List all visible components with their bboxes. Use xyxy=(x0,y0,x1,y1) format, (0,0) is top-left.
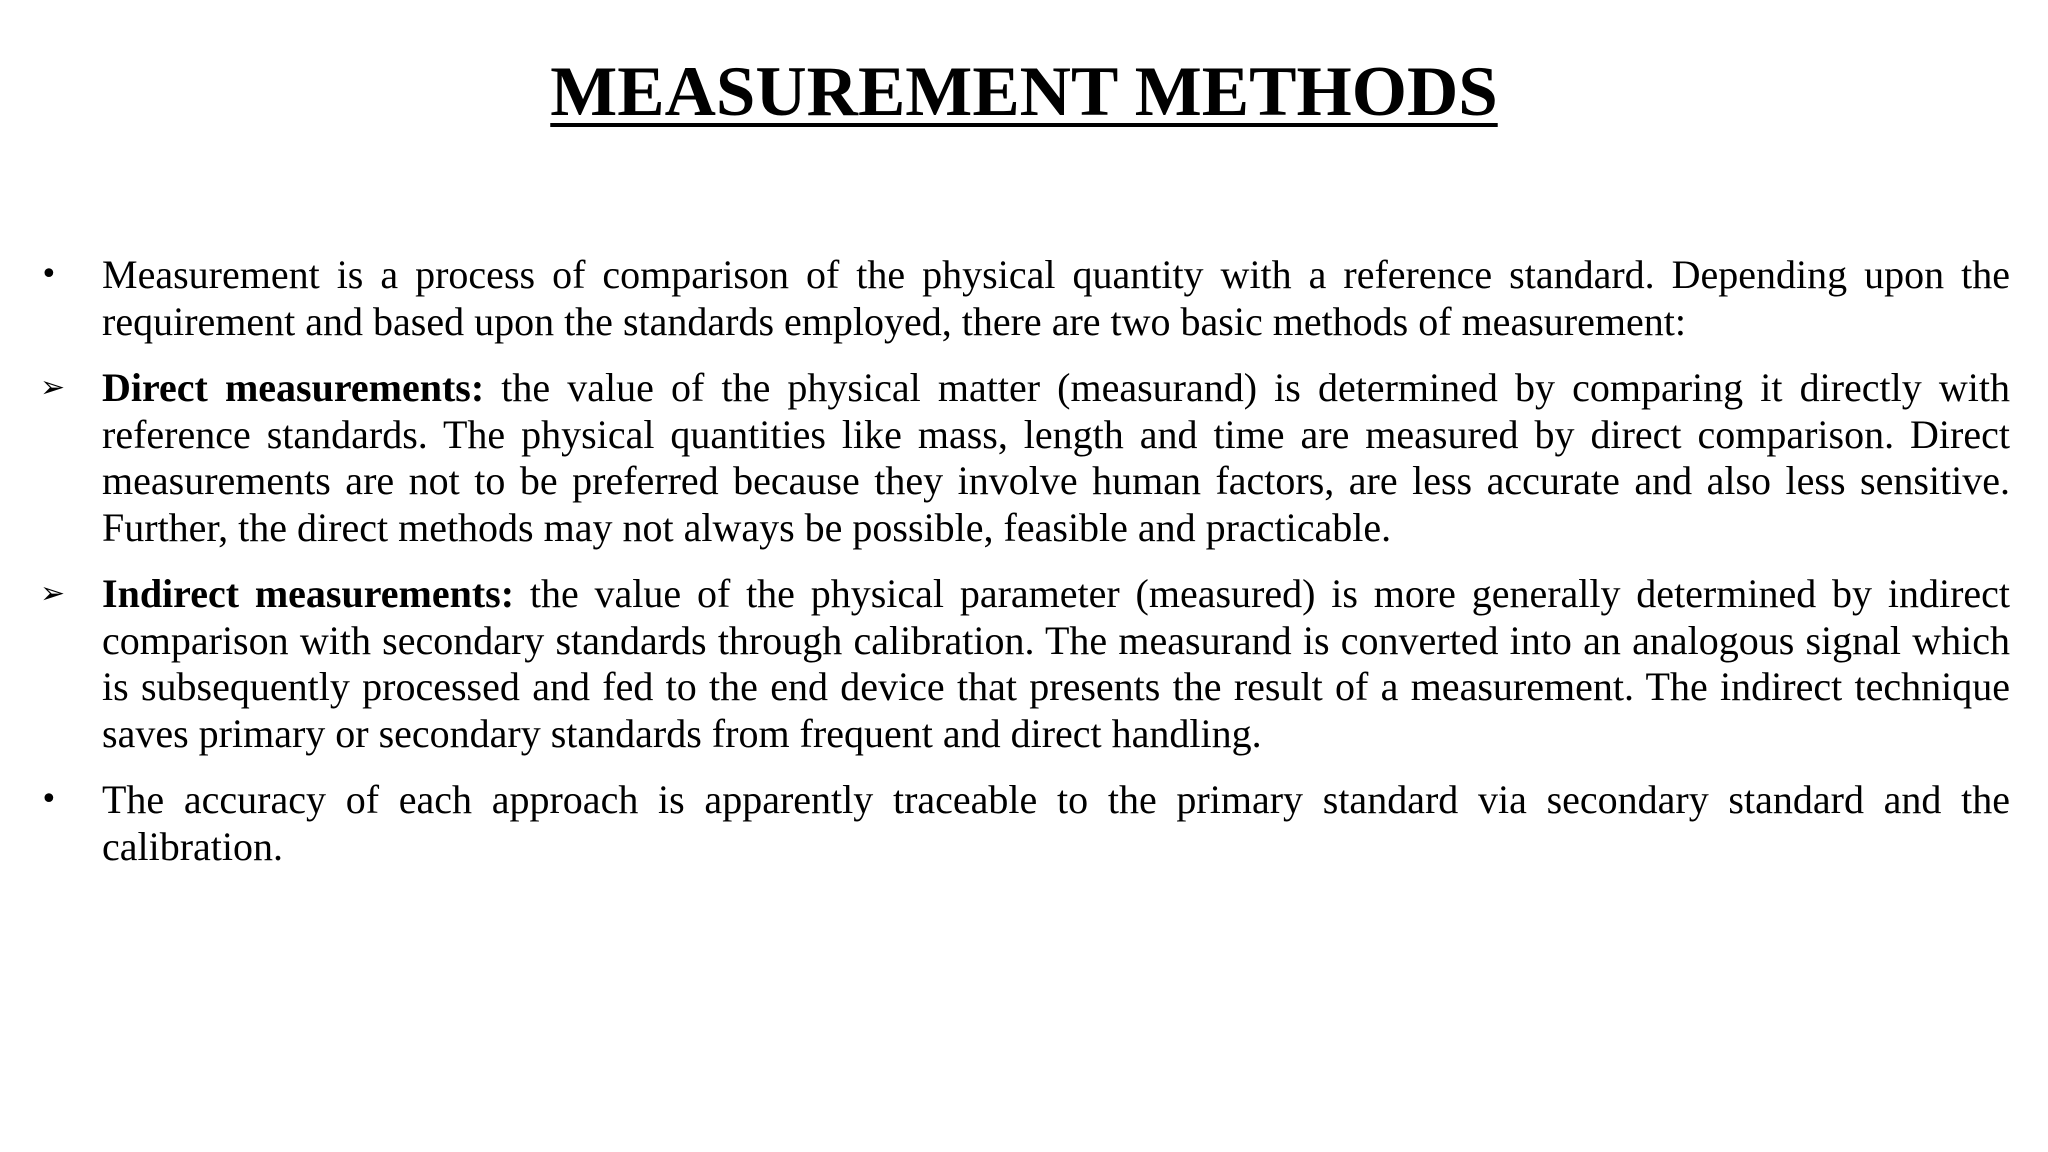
item-text: the value of the physical parameter (measured) is more generally determined by indirect comparison with secondary standards through calibration. The measurand is converted into an analogous signal which is subsequently processed and fed to the end device that presents the result of a measurement. The indirect technique saves primary or secondary standards from frequent and direct handling. xyxy=(102,571,2011,756)
list-item xyxy=(40,365,2010,551)
item-text: Measurement is a process of comparison of the physical quantity with a reference standard. Depending upon the requirement and based upon the standards employed, there are two basic methods of measurement: xyxy=(102,252,2010,344)
page-title-text: MEASUREMENT METHODS xyxy=(550,53,1498,131)
item-text: The accuracy of each approach is apparently traceable to the primary standard via secondary standard and the calibration. xyxy=(102,777,2010,869)
list-item xyxy=(40,777,2010,870)
arrow-bullet-icon: ➢ xyxy=(40,576,66,611)
bullet-icon: • xyxy=(40,782,58,817)
item-term: Indirect measurements: xyxy=(102,571,515,616)
item-text: the value of the physical matter (measurand) is determined by comparing it directly with reference standards. The physical quantities like mass, length and time are measured by direct comparison. Direct measurements are not to be preferred because they involve human factors, are less accurate and also less sensitive. Further, the direct methods may not always be possible, feasible and practicable. xyxy=(102,365,2011,550)
item-term: Direct measurements: xyxy=(102,365,485,410)
arrow-bullet-icon: ➢ xyxy=(40,370,66,405)
list-item xyxy=(40,571,2010,757)
list-item xyxy=(40,252,2010,345)
page-title xyxy=(0,48,2048,136)
bullet-icon: • xyxy=(40,257,58,292)
bullet-list xyxy=(40,252,2010,890)
